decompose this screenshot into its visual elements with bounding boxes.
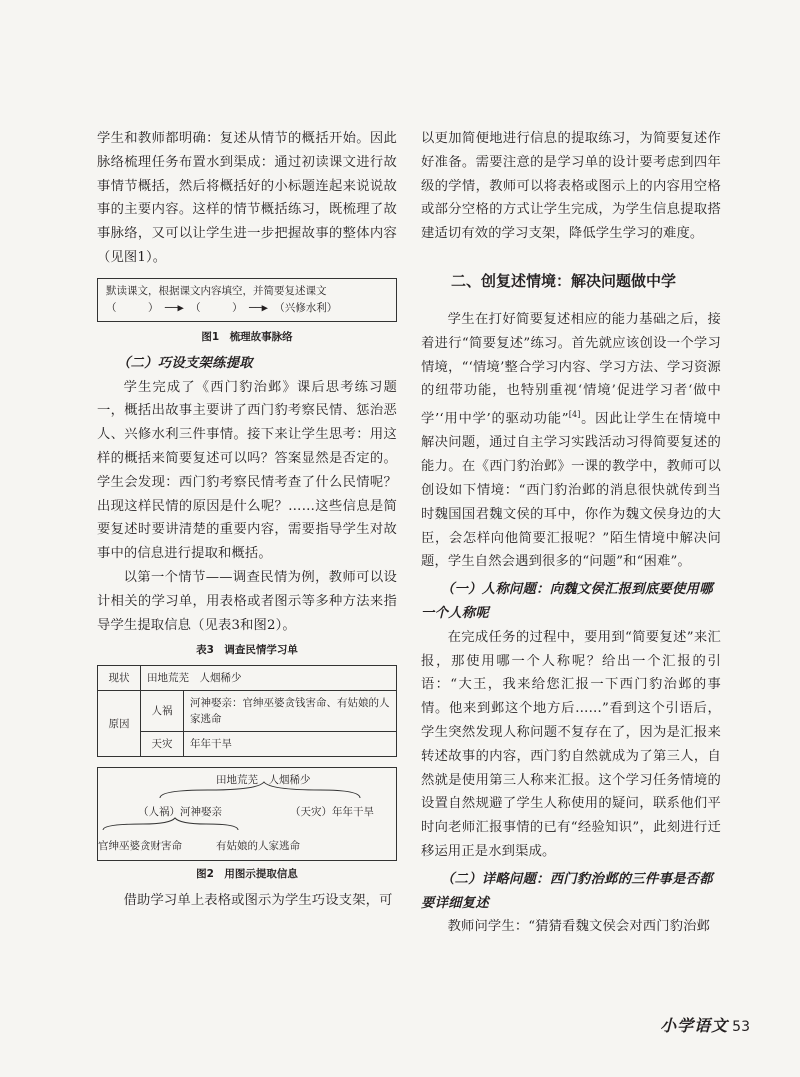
subheading: （二）巧设支架练提取 <box>116 355 253 371</box>
fig2-mid-right: （天灾）年年干旱 <box>290 806 374 819</box>
figure2-caption: 图2 用图示提取信息 <box>196 868 298 881</box>
table-row <box>98 732 397 757</box>
fig2-top: 田地荒芜 人烟稀少 <box>216 774 311 787</box>
flow-blank-2: （ ） <box>190 301 243 314</box>
table-cell: 天灾 <box>141 732 184 757</box>
table-cell: 河神娶亲：官绅巫婆贪钱害命、有姑娘的人家逃命 <box>184 691 397 732</box>
paragraph: 以第一个情节——调查民情为例，教师可以设计相关的学习单，用表格或者图示等多种方法来指导学生提取信息（见表3和图2）。 <box>97 569 397 633</box>
figure1-box <box>97 278 397 322</box>
table-cell: 田地荒芜 人烟稀少 <box>141 666 397 691</box>
flow-blank-1: （ ） <box>106 301 159 314</box>
citation: [4] <box>568 410 581 420</box>
left-column <box>97 127 397 913</box>
arrow-right-icon: ──▶ <box>248 301 268 314</box>
table-cell: 人祸 <box>141 691 184 732</box>
flow-end: （兴修水利） <box>274 301 338 314</box>
fig2-bot-left: 官绅巫婆贪财害命 <box>98 840 182 853</box>
paragraph: 借助学习单上表格或图示为学生巧设支架，可 <box>123 893 393 909</box>
arrow-right-icon: ──▶ <box>164 301 184 314</box>
figure2-diagram <box>97 767 397 861</box>
right-column <box>421 127 721 939</box>
paragraph <box>421 308 721 574</box>
page-number: 53 <box>732 1019 750 1035</box>
table-cell: 原因 <box>98 691 141 757</box>
paragraph: 以更加简便地进行信息的提取练习，为简要复述作好准备。需要注意的是学习单的设计要考虑到四年级的学情，教师可以将表格或图示上的内容用空格或部分空格的方式让学生完成，为学生信息提取搭建适切有效的学习支架，降低学生学习的难度。 <box>421 131 721 242</box>
magazine-name: 小学语文 <box>660 1016 729 1035</box>
figure1-instruction: 默读课文，根据课文内容填空，并简要复述课文 <box>106 284 327 297</box>
section-heading: 二、创复述情境：解决问题做中学 <box>451 271 677 290</box>
table-cell: 年年干旱 <box>184 732 397 757</box>
figure1-flow <box>106 300 388 317</box>
table-row <box>98 691 397 732</box>
table3-caption: 表3 调查民情学习单 <box>196 644 298 657</box>
table-cell: 现状 <box>98 666 141 691</box>
subheading: （二）详略问题：西门豹治邺的三件事是否都要详细复述 <box>421 871 713 911</box>
paragraph-text: 学生在打好简要复述相应的能力基础之后，接着进行“简要复述”练习。首先就应该创设一个学习情境，“‘情境’整合学习内容、学习方法、学习资源的纽带功能，也特别重视‘情境’促进学习者‘做中学’‘用中学’的驱动功能” <box>421 311 721 427</box>
figure1-caption: 图1 梳理故事脉络 <box>201 330 293 343</box>
table-row <box>98 666 397 691</box>
fig2-bot-right: 有姑娘的人家逃命 <box>216 840 300 853</box>
paragraph: 教师问学生：“猜猜看魏文侯会对西门豹治邺 <box>447 919 711 935</box>
table3 <box>97 665 397 757</box>
paragraph: 学生和教师都明确：复述从情节的概括开始。因此脉络梳理任务布置水到渠成：通过初读课文进行故事情节概括，然后将概括好的小标题连起来说说故事的主要内容。这样的情节概括练习，既梳理了故事脉络，又可以让学生进一步把握故事的整体内容（见图1）。 <box>97 131 397 265</box>
paragraph-text: 。因此让学生在情境中解决问题，通过自主学习实践活动习得简要复述的能力。在《西门豹治邺》一课的教学中，教师可以创设如下情境：“西门豹治邺的消息很快就传到当时魏国国君魏文侯的耳中，你作为魏文侯身边的大臣，会怎样向他简要汇报呢？”陌生情境中解决问题，学生自然会遇到很多的“问题”和“困难”。 <box>421 411 721 570</box>
subheading: （一）人称问题：向魏文侯汇报到底要使用哪一个人称呢 <box>421 582 713 621</box>
page-footer <box>600 1013 750 1036</box>
paragraph: 在完成任务的过程中，要用到“简要复述”来汇报，那使用哪一个人称呢？给出一个汇报的引语：“大王，我来给您汇报一下西门豹治邺的事情。他来到邺这个地方后……”看到这个引语后，学生突然发现人称问题不复存在了，因为是汇报来转述故事的内容，西门豹自然就成为了第三人，自然就是使用第三人称来汇报。这个学习任务情境的设置自然规避了学生人称使用的疑问，联系他们平时向老师汇报事情的已有“经验知识”，此刻进行迁移运用正是水到渠成。 <box>421 629 721 859</box>
paragraph: 学生完成了《西门豹治邺》课后思考练习题一，概括出故事主要讲了西门豹考察民情、惩治恶人、兴修水利三件事情。接下来让学生思考：用这样的概括来简要复述可以吗？答案显然是否定的。学生会发现：西门豹考察民情考查了什么民情呢？出现这样民情的原因是什么呢？……这些信息是简要复述时要讲清楚的重要内容，需要指导学生对故事中的信息进行提取和概括。 <box>97 379 397 562</box>
fig2-mid-left: （人祸）河神娶亲 <box>138 806 222 819</box>
